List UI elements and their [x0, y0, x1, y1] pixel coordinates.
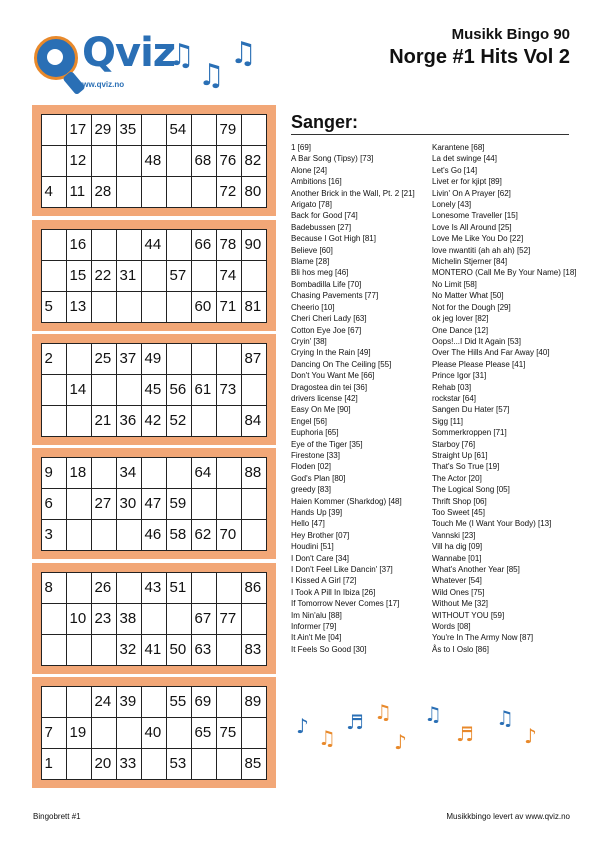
- songs-column-2: [432, 142, 576, 655]
- bingo-card-5: [32, 563, 276, 674]
- bingo-card-4: [32, 448, 276, 559]
- bingo-cell: [91, 374, 117, 406]
- song-item: No Limit [58]: [432, 279, 477, 289]
- bingo-cell: [41, 405, 67, 437]
- bingo-cell: 51: [166, 572, 192, 604]
- bingo-cell: [66, 686, 92, 718]
- bingo-cell: [166, 291, 192, 323]
- bingo-cell: [41, 634, 67, 666]
- bingo-cell: [116, 572, 142, 604]
- bingo-cell: 27: [91, 488, 117, 520]
- bingo-cell: [166, 176, 192, 208]
- song-item: Oops!...I Did It Again [53]: [432, 336, 521, 346]
- bingo-cell: 39: [116, 686, 142, 718]
- song-item: rockstar [64]: [432, 393, 477, 403]
- song-item: 1 [69]: [291, 143, 312, 152]
- song-item: Houdini [51]: [291, 542, 334, 552]
- bingo-cell: 59: [166, 488, 192, 520]
- bingo-cell: 34: [116, 457, 142, 489]
- bingo-cell: [166, 343, 192, 375]
- bingo-cell: 49: [141, 343, 167, 375]
- song-item: Back for Good [74]: [291, 211, 358, 221]
- bingo-cell: 4: [41, 176, 67, 208]
- bingo-cell: [191, 176, 217, 208]
- bingo-cell: 84: [241, 405, 267, 437]
- bingo-cell: 8: [41, 572, 67, 604]
- song-item: Dancing On The Ceiling [55]: [291, 359, 392, 369]
- bingo-cell: 64: [191, 457, 217, 489]
- footer-card-number: Bingobrett #1: [33, 812, 81, 821]
- song-item: Cheri Cheri Lady [63]: [291, 314, 367, 324]
- bingo-cell: [66, 488, 92, 520]
- bingo-cell: [241, 260, 267, 292]
- song-item: Im Nin'alu [88]: [291, 610, 342, 620]
- song-item: Karantene [68]: [432, 143, 485, 152]
- bingo-cell: [166, 229, 192, 261]
- bingo-cell: 55: [166, 686, 192, 718]
- song-item: What's Another Year [85]: [432, 565, 520, 575]
- bingo-cell: 1: [41, 748, 67, 780]
- song-item: Livin' On A Prayer [62]: [432, 188, 511, 198]
- song-item: Blame [28]: [291, 257, 330, 267]
- bingo-cell: [191, 748, 217, 780]
- bingo-cell: [141, 748, 167, 780]
- bingo-cell: 2: [41, 343, 67, 375]
- song-item: Livet er for kjipt [89]: [432, 177, 502, 187]
- song-item: Chasing Pavements [77]: [291, 291, 379, 301]
- bingo-cell: 16: [66, 229, 92, 261]
- bingo-cell: 52: [166, 405, 192, 437]
- song-item: Sigg [11]: [432, 416, 463, 426]
- bingo-cell: 32: [116, 634, 142, 666]
- song-item: Michelin Stjerner [84]: [432, 257, 508, 267]
- bingo-cell: 54: [166, 114, 192, 146]
- bingo-cell: [66, 572, 92, 604]
- song-item: It Ain't Me [04]: [291, 633, 342, 643]
- song-item: Because I Got High [81]: [291, 234, 376, 244]
- bingo-cell: [241, 519, 267, 551]
- song-item: greedy [83]: [291, 485, 332, 495]
- bingo-cell: 79: [216, 114, 242, 146]
- bingo-cell: [191, 572, 217, 604]
- song-item: Easy On Me [90]: [291, 405, 351, 415]
- song-item: Eye of the Tiger [35]: [291, 439, 363, 449]
- bingo-cell: [216, 634, 242, 666]
- song-item: Not for the Dough [29]: [432, 302, 511, 312]
- bingo-cell: [91, 717, 117, 749]
- bingo-cell: [166, 717, 192, 749]
- song-item: I Don't Feel Like Dancin' [37]: [291, 565, 393, 575]
- bingo-cell: [141, 114, 167, 146]
- song-item: I Took A Pill In Ibiza [26]: [291, 587, 376, 597]
- bingo-cell: 33: [116, 748, 142, 780]
- song-item: Badebussen [27]: [291, 222, 352, 232]
- bingo-cell: 46: [141, 519, 167, 551]
- bingo-cell: [141, 603, 167, 635]
- bingo-cell: [41, 686, 67, 718]
- song-item: Arigato [78]: [291, 200, 332, 210]
- bingo-cell: [191, 343, 217, 375]
- song-item: Hello [47]: [291, 519, 325, 529]
- bingo-cell: 63: [191, 634, 217, 666]
- bingo-cell: [141, 686, 167, 718]
- bingo-cell: 87: [241, 343, 267, 375]
- bingo-cell: 70: [216, 519, 242, 551]
- bingo-cell: [41, 603, 67, 635]
- song-item: Euphoria [65]: [291, 428, 339, 438]
- bingo-cell: [141, 291, 167, 323]
- bingo-cell: 21: [91, 405, 117, 437]
- bingo-cell: 58: [166, 519, 192, 551]
- song-item: Ås to I Oslo [86]: [432, 644, 489, 654]
- song-item: You're In The Army Now [87]: [432, 633, 534, 643]
- song-item: It Feels So Good [30]: [291, 644, 367, 654]
- song-item: Whatever [54]: [432, 576, 482, 586]
- bingo-cell: 3: [41, 519, 67, 551]
- song-item: Rehab [03]: [432, 382, 472, 392]
- song-item: Love Is All Around [25]: [432, 222, 512, 232]
- bingo-grid: [41, 229, 266, 322]
- bingo-cell: [91, 634, 117, 666]
- bingo-cell: 22: [91, 260, 117, 292]
- song-item: Another Brick in the Wall, Pt. 2 [21]: [291, 188, 415, 198]
- bingo-cell: 7: [41, 717, 67, 749]
- bingo-cell: [241, 114, 267, 146]
- qviz-logo: [32, 30, 176, 96]
- bingo-cell: 35: [116, 114, 142, 146]
- bingo-cell: [191, 114, 217, 146]
- bingo-cell: 86: [241, 572, 267, 604]
- song-item: Floden [02]: [291, 462, 332, 472]
- bingo-cell: [66, 405, 92, 437]
- bingo-cell: 65: [191, 717, 217, 749]
- bingo-cell: 47: [141, 488, 167, 520]
- bingo-cell: 60: [191, 291, 217, 323]
- song-item: That's So True [19]: [432, 462, 500, 472]
- song-item: Wild Ones [75]: [432, 587, 485, 597]
- bingo-cell: [91, 229, 117, 261]
- bingo-cell: 6: [41, 488, 67, 520]
- bingo-cell: 17: [66, 114, 92, 146]
- bingo-cell: 31: [116, 260, 142, 292]
- bingo-cell: [116, 291, 142, 323]
- logo-url: www.qviz.no: [76, 80, 125, 89]
- bingo-cell: [191, 405, 217, 437]
- bingo-cell: [166, 603, 192, 635]
- songs-divider: [291, 134, 569, 135]
- bingo-cell: 50: [166, 634, 192, 666]
- song-item: God's Plan [80]: [291, 473, 346, 483]
- song-item: If Tomorrow Never Comes [17]: [291, 599, 400, 609]
- bingo-cell: 25: [91, 343, 117, 375]
- bingo-cell: [216, 343, 242, 375]
- bingo-cell: [66, 343, 92, 375]
- bingo-title: Musikk Bingo 90: [451, 26, 570, 43]
- bingo-cell: [141, 176, 167, 208]
- song-item: Informer [79]: [291, 622, 337, 632]
- song-item: Ambitions [16]: [291, 177, 342, 187]
- bingo-cell: 28: [91, 176, 117, 208]
- bingo-card-2: [32, 220, 276, 331]
- bingo-cell: [66, 634, 92, 666]
- bingo-cell: 82: [241, 145, 267, 177]
- song-item: Vill ha dig [09]: [432, 542, 483, 552]
- bingo-cell: 43: [141, 572, 167, 604]
- song-item: Engel [56]: [291, 416, 328, 426]
- bingo-cell: 37: [116, 343, 142, 375]
- song-item: Firestone [33]: [291, 450, 340, 460]
- bingo-cell: 76: [216, 145, 242, 177]
- bingo-cell: [41, 114, 67, 146]
- bingo-cell: [216, 488, 242, 520]
- song-item: MONTERO (Call Me By Your Name) [18]: [432, 268, 577, 278]
- song-item: Don't You Want Me [66]: [291, 371, 375, 381]
- song-item: Love Me Like You Do [22]: [432, 234, 524, 244]
- song-item: I Kissed A Girl [72]: [291, 576, 357, 586]
- bingo-cell: [191, 260, 217, 292]
- song-item: ok jeg lover [82]: [432, 314, 489, 324]
- bingo-card-3: [32, 334, 276, 445]
- bingo-cell: 90: [241, 229, 267, 261]
- bingo-cell: [41, 229, 67, 261]
- music-notes-icon: ♫ ♫ ♫: [168, 36, 257, 93]
- bingo-cell: 78: [216, 229, 242, 261]
- bingo-cell: [241, 603, 267, 635]
- song-item: Please Please Please [41]: [432, 359, 526, 369]
- bingo-cell: 26: [91, 572, 117, 604]
- song-item: Straight Up [61]: [432, 450, 488, 460]
- bingo-cell: [216, 686, 242, 718]
- song-item: Vannski [23]: [432, 530, 476, 540]
- bingo-cell: [116, 176, 142, 208]
- bingo-subtitle: Norge #1 Hits Vol 2: [389, 46, 570, 68]
- bingo-cell: 12: [66, 145, 92, 177]
- bingo-cell: 89: [241, 686, 267, 718]
- bingo-cell: 53: [166, 748, 192, 780]
- bingo-cell: [241, 374, 267, 406]
- footer-credit: Musikkbingo levert av www.qviz.no: [446, 812, 570, 821]
- bingo-cell: [166, 457, 192, 489]
- song-item: La det swinge [44]: [432, 154, 497, 164]
- song-item: drivers license [42]: [291, 393, 358, 403]
- bingo-cell: [91, 519, 117, 551]
- bingo-cell: 68: [191, 145, 217, 177]
- bingo-card-6: [32, 677, 276, 788]
- bingo-grid: [41, 343, 266, 436]
- bingo-cell: 44: [141, 229, 167, 261]
- song-item: Dragostea din tei [36]: [291, 382, 368, 392]
- song-item: Without Me [32]: [432, 599, 489, 609]
- song-item: Too Sweet [45]: [432, 508, 485, 517]
- bingo-cell: 83: [241, 634, 267, 666]
- song-item: Lonely [43]: [432, 200, 472, 210]
- bingo-cell: 71: [216, 291, 242, 323]
- song-item: Hands Up [39]: [291, 508, 343, 517]
- song-item: Let's Go [14]: [432, 165, 478, 175]
- bingo-cell: [116, 374, 142, 406]
- bingo-cell: 88: [241, 457, 267, 489]
- bingo-cell: 69: [191, 686, 217, 718]
- song-item: Sangen Du Hater [57]: [432, 405, 510, 415]
- bingo-cell: 38: [116, 603, 142, 635]
- song-item: Sommerkroppen [71]: [432, 428, 507, 438]
- song-item: Cheerio [10]: [291, 302, 335, 312]
- bingo-cell: [116, 145, 142, 177]
- bingo-cell: 77: [216, 603, 242, 635]
- song-item: Touch Me (I Want Your Body) [13]: [432, 519, 552, 529]
- bingo-cell: 57: [166, 260, 192, 292]
- songs-column-1: [291, 142, 415, 655]
- bingo-grid: [41, 114, 266, 207]
- song-item: Haien Kommer (Sharkdog) [48]: [291, 496, 402, 506]
- bingo-cell: 80: [241, 176, 267, 208]
- bingo-cell: [66, 519, 92, 551]
- bingo-cell: 73: [216, 374, 242, 406]
- bingo-cell: 67: [191, 603, 217, 635]
- song-item: WITHOUT YOU [59]: [432, 610, 505, 620]
- bingo-cell: [91, 291, 117, 323]
- song-item: Starboy [76]: [432, 439, 476, 449]
- bingo-cell: 9: [41, 457, 67, 489]
- song-item: Cotton Eye Joe [67]: [291, 325, 362, 335]
- song-item: A Bar Song (Tipsy) [73]: [291, 154, 374, 164]
- song-item: Cryin' [38]: [291, 336, 327, 346]
- song-item: Bombadilla Life [70]: [291, 279, 362, 289]
- bingo-cell: [41, 374, 67, 406]
- bingo-cell: 5: [41, 291, 67, 323]
- song-item: Bli hos meg [46]: [291, 268, 349, 278]
- bingo-cell: 15: [66, 260, 92, 292]
- song-item: Crying In the Rain [49]: [291, 348, 371, 358]
- song-item: No Matter What [50]: [432, 291, 504, 301]
- bingo-cell: [216, 405, 242, 437]
- song-item: Hey Brother [07]: [291, 530, 350, 540]
- bingo-grid: [41, 457, 266, 550]
- bingo-cell: 45: [141, 374, 167, 406]
- bingo-cell: [116, 519, 142, 551]
- bingo-cell: 41: [141, 634, 167, 666]
- bingo-cell: 62: [191, 519, 217, 551]
- song-item: Wannabe [01]: [432, 553, 482, 563]
- bingo-cell: 11: [66, 176, 92, 208]
- bingo-cell: 14: [66, 374, 92, 406]
- bingo-cell: 24: [91, 686, 117, 718]
- bingo-cell: [141, 260, 167, 292]
- bingo-cell: [91, 457, 117, 489]
- bingo-cell: 66: [191, 229, 217, 261]
- bingo-cell: [191, 488, 217, 520]
- bingo-cell: [116, 229, 142, 261]
- bingo-cell: 61: [191, 374, 217, 406]
- bingo-cell: [216, 748, 242, 780]
- song-item: The Actor [20]: [432, 473, 482, 483]
- bingo-cell: 72: [216, 176, 242, 208]
- bingo-cell: 23: [91, 603, 117, 635]
- bingo-cell: 85: [241, 748, 267, 780]
- bingo-cell: 30: [116, 488, 142, 520]
- bingo-cell: 29: [91, 114, 117, 146]
- bingo-cell: 19: [66, 717, 92, 749]
- bingo-cell: [66, 748, 92, 780]
- song-item: One Dance [12]: [432, 325, 489, 335]
- songs-heading: Sanger:: [291, 112, 359, 132]
- bingo-cell: [216, 572, 242, 604]
- bingo-cell: [41, 260, 67, 292]
- logo-word: Qviz: [82, 30, 176, 76]
- song-item: The Logical Song [05]: [432, 485, 510, 495]
- song-item: Believe [60]: [291, 245, 333, 255]
- bingo-cell: 18: [66, 457, 92, 489]
- bingo-cell: 40: [141, 717, 167, 749]
- bingo-cell: [91, 145, 117, 177]
- song-item: Words [08]: [432, 622, 471, 632]
- song-item: Thrift Shop [06]: [432, 496, 487, 506]
- bingo-cell: [41, 145, 67, 177]
- bingo-cell: 48: [141, 145, 167, 177]
- bingo-grid: [41, 686, 266, 779]
- bingo-cell: 81: [241, 291, 267, 323]
- bingo-cell: [116, 717, 142, 749]
- bingo-cell: 75: [216, 717, 242, 749]
- song-item: Alone [24]: [291, 165, 328, 175]
- bingo-cell: 36: [116, 405, 142, 437]
- bingo-grid: [41, 572, 266, 665]
- bingo-cell: [166, 145, 192, 177]
- bingo-cell: [141, 457, 167, 489]
- bingo-cell: 42: [141, 405, 167, 437]
- bingo-cell: [241, 488, 267, 520]
- bingo-cell: 10: [66, 603, 92, 635]
- song-item: Prince Igor [31]: [432, 371, 487, 381]
- song-item: Lonesome Traveller [15]: [432, 211, 518, 221]
- dancing-notes-illustration: ♪ ♫ ♬ ♫ ♪ ♫ ♬ ♫ ♪: [296, 700, 537, 754]
- bingo-card-1: [32, 105, 276, 216]
- song-item: love nwantiti (ah ah ah) [52]: [432, 245, 531, 255]
- bingo-cell: [216, 457, 242, 489]
- bingo-cell: 74: [216, 260, 242, 292]
- bingo-cell: 13: [66, 291, 92, 323]
- bingo-cell: 20: [91, 748, 117, 780]
- song-item: Over The Hills And Far Away [40]: [432, 348, 550, 358]
- bingo-cell: [241, 717, 267, 749]
- song-item: I Don't Care [34]: [291, 553, 349, 563]
- bingo-cell: 56: [166, 374, 192, 406]
